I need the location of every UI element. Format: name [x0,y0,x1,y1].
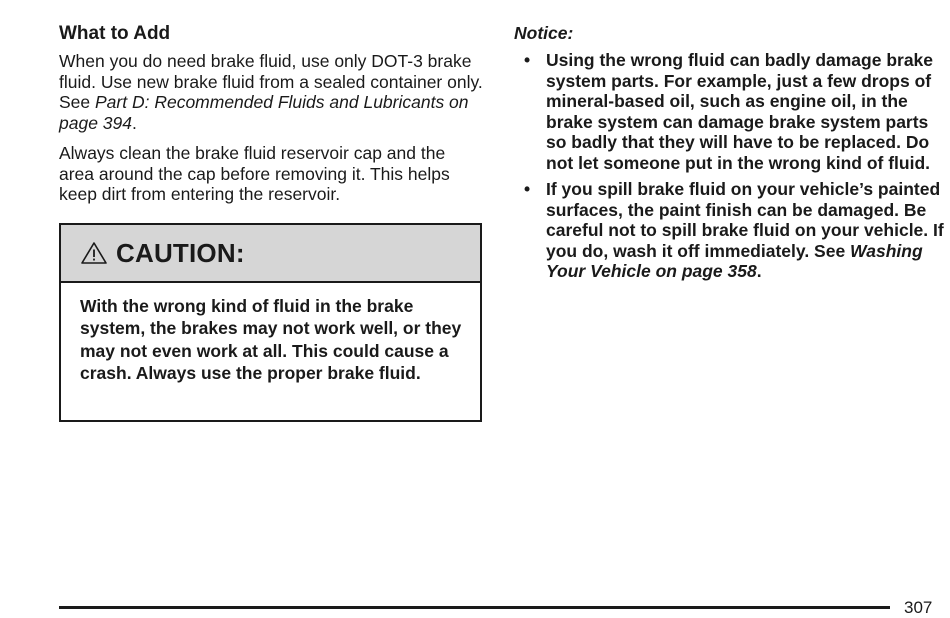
cross-reference-washing-vehicle[interactable]: Washing Your Vehicle on page 358 [546,240,923,281]
notice-bullet-item [514,50,944,173]
paragraph-dot3 [59,51,484,133]
bullet-icon: • [524,179,531,199]
caution-box [59,223,482,422]
notice-bullet-item [514,179,944,282]
page-number: 307 [904,598,933,617]
warning-triangle-icon [80,241,108,265]
left-column [59,22,484,215]
paragraph-clean-cap: Always clean the brake fluid reservoir cap and the area around the cap before removing it. This helps keep dirt from entering the reservoir. [59,143,450,204]
paragraph-dot3-text: When you do need brake fluid, use only DOT-3 brake fluid. Use new brake fluid from a sealed container only. See [59,51,483,112]
footer-rule [59,606,890,609]
notice-bullet-list [514,50,944,282]
caution-title: CAUTION: [116,237,245,268]
right-column [514,22,944,288]
notice-bullet-end: . [756,261,762,281]
notice-bullet-text: Using the wrong fluid can badly damage brake system parts. For example, just a few drops of mineral-based oil, such as engine oil, in the brake system can damage brake system parts so badly that they will have to be replaced. Do not let someone put in the wrong kind of fluid. [546,50,934,173]
paragraph-dot3-end: . [132,112,137,133]
notice-heading: Notice: [514,23,574,43]
section-heading-what-to-add: What to Add [59,23,171,44]
notice-bullet-text: If you spill brake fluid on your vehicle’s painted surfaces, the paint finish can be damaged. Be careful not to spill brake fluid on your vehicle. If you do, wash it off immediately. See [546,179,944,261]
caution-body: With the wrong kind of fluid in the brake system, the brakes may not work well, or they may not even work at all. This could cause a crash. Always use the proper brake fluid. [80,296,462,383]
caution-header [61,225,480,283]
bullet-icon: • [524,50,531,70]
cross-reference-recommended-fluids[interactable]: Part D: Recommended Fluids and Lubricants on page 394 [59,92,469,133]
